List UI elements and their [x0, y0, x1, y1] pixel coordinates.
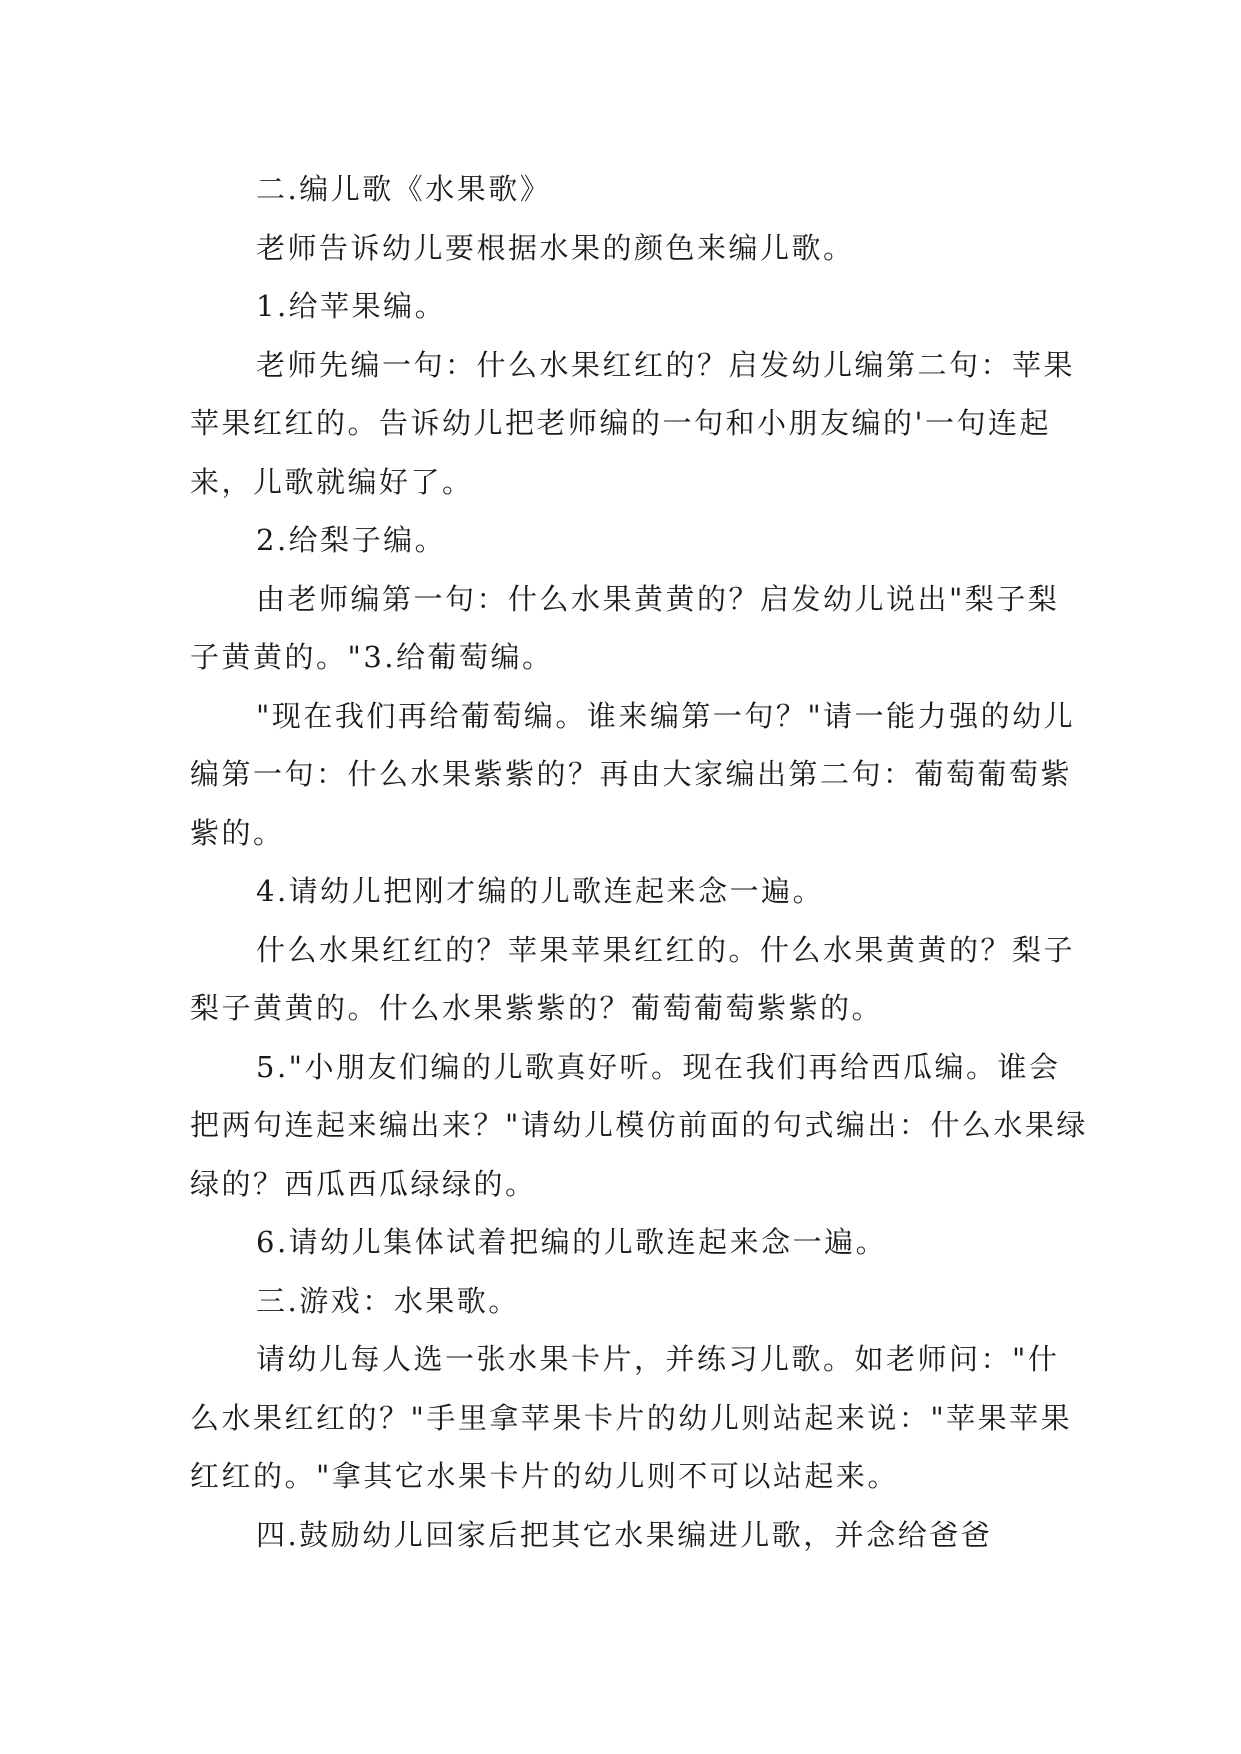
document-body	[190, 160, 1090, 1564]
paragraph: 由老师编第一句：什么水果黄黄的？启发幼儿说出"梨子梨子黄黄的。"3.给葡萄编。	[190, 581, 1060, 674]
paragraph: "现在我们再给葡萄编。谁来编第一句？"请一能力强的幼儿编第一句：什么水果紫紫的？再由大家编出第二句：葡萄葡萄紫紫的。	[190, 698, 1076, 850]
paragraph: 老师告诉幼儿要根据水果的颜色来编儿歌。	[256, 230, 855, 265]
paragraph: 什么水果红红的？苹果苹果红红的。什么水果黄黄的？梨子梨子黄黄的。什么水果紫紫的？葡萄葡萄紫紫的。	[190, 932, 1076, 1025]
paragraph: 老师先编一句：什么水果红红的？启发幼儿编第二句：苹果苹果红红的。告诉幼儿把老师编的一句和小朋友编的'一句连起来，儿歌就编好了。	[190, 347, 1076, 499]
step-heading-group-recite: 6.请幼儿集体试着把编的儿歌连起来念一遍。	[256, 1225, 888, 1259]
paragraph: 5."小朋友们编的儿歌真好听。现在我们再给西瓜编。谁会把两句连起来编出来？"请幼儿模仿前面的句式编出：什么水果绿绿的？西瓜西瓜绿绿的。	[190, 1049, 1088, 1201]
step-heading-pear: 2.给梨子编。	[256, 523, 447, 557]
step-heading-apple: 1.给苹果编。	[256, 289, 447, 323]
section-heading-song: 二.编儿歌《水果歌》	[256, 172, 552, 206]
section-heading-game: 三.游戏：水果歌。	[256, 1283, 520, 1318]
step-heading-recite: 4.请幼儿把刚才编的儿歌连起来念一遍。	[256, 874, 825, 908]
paragraph: 请幼儿每人选一张水果卡片，并练习儿歌。如老师问："什么水果红红的？"手里拿苹果卡片的幼儿则站起来说："苹果苹果红红的。"拿其它水果卡片的幼儿则不可以站起来。	[190, 1342, 1073, 1493]
section-heading-encourage: 四.鼓励幼儿回家后把其它水果编进儿歌，并念给爸爸	[256, 1517, 993, 1552]
